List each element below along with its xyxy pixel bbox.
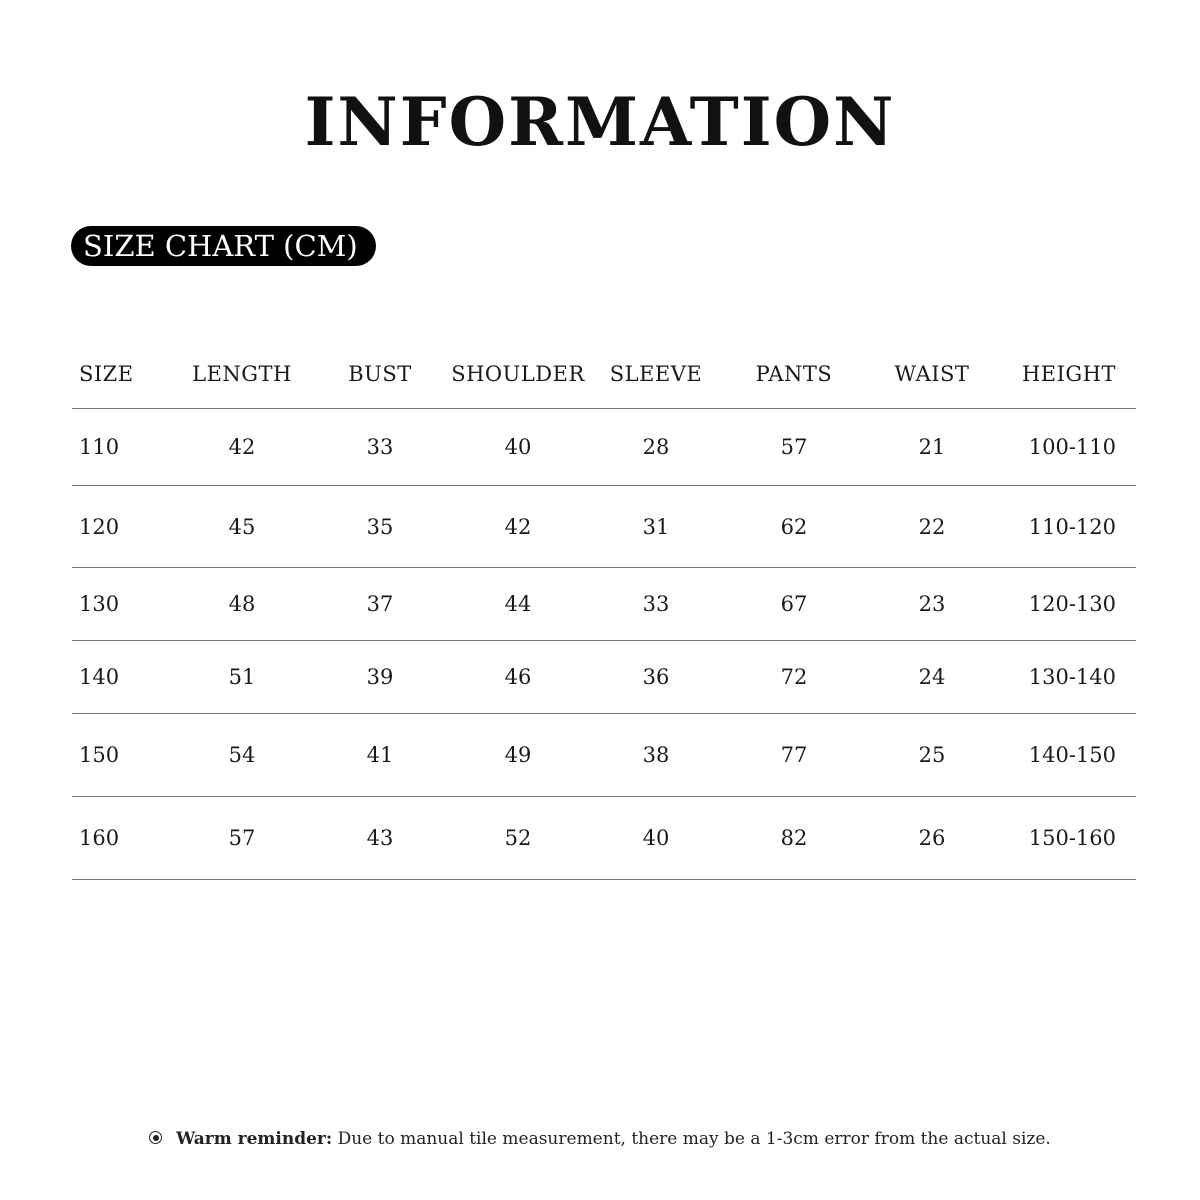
- cell-pants: 72: [722, 641, 866, 714]
- cell-bust: 33: [314, 409, 446, 486]
- cell-bust: 39: [314, 641, 446, 714]
- cell-shoulder: 49: [446, 714, 590, 797]
- cell-size: 110: [72, 409, 170, 486]
- column-header-waist: WAIST: [866, 340, 998, 409]
- cell-pants: 67: [722, 568, 866, 641]
- column-header-bust: BUST: [314, 340, 446, 409]
- table-row: [72, 568, 1136, 641]
- cell-sleeve: 31: [590, 486, 722, 568]
- column-header-height: HEIGHT: [998, 340, 1136, 409]
- size-chart-label: SIZE CHART (CM): [71, 226, 376, 266]
- radio-bullet-icon: [149, 1131, 162, 1144]
- cell-size: 120: [72, 486, 170, 568]
- cell-size: 140: [72, 641, 170, 714]
- cell-shoulder: 44: [446, 568, 590, 641]
- cell-bust: 43: [314, 797, 446, 880]
- cell-pants: 57: [722, 409, 866, 486]
- cell-sleeve: 28: [590, 409, 722, 486]
- cell-length: 51: [170, 641, 314, 714]
- cell-sleeve: 38: [590, 714, 722, 797]
- reminder-label: Warm reminder:: [176, 1129, 333, 1149]
- cell-height: 110-120: [998, 486, 1136, 568]
- cell-length: 54: [170, 714, 314, 797]
- cell-length: 57: [170, 797, 314, 880]
- cell-bust: 35: [314, 486, 446, 568]
- cell-waist: 21: [866, 409, 998, 486]
- cell-size: 150: [72, 714, 170, 797]
- cell-sleeve: 33: [590, 568, 722, 641]
- cell-length: 45: [170, 486, 314, 568]
- cell-size: 130: [72, 568, 170, 641]
- cell-sleeve: 40: [590, 797, 722, 880]
- cell-height: 150-160: [998, 797, 1136, 880]
- table-row: [72, 797, 1136, 880]
- cell-bust: 41: [314, 714, 446, 797]
- cell-pants: 77: [722, 714, 866, 797]
- cell-shoulder: 40: [446, 409, 590, 486]
- reminder-text: Due to manual tile measurement, there may be a 1-3cm error from the actual size.: [332, 1129, 1051, 1149]
- page-title: INFORMATION: [304, 83, 896, 161]
- cell-shoulder: 52: [446, 797, 590, 880]
- size-chart-table: [72, 340, 1136, 880]
- cell-waist: 25: [866, 714, 998, 797]
- column-header-pants: PANTS: [722, 340, 866, 409]
- cell-length: 42: [170, 409, 314, 486]
- cell-waist: 26: [866, 797, 998, 880]
- cell-height: 120-130: [998, 568, 1136, 641]
- cell-shoulder: 42: [446, 486, 590, 568]
- cell-height: 130-140: [998, 641, 1136, 714]
- cell-bust: 37: [314, 568, 446, 641]
- column-header-length: LENGTH: [170, 340, 314, 409]
- table-row: [72, 409, 1136, 486]
- cell-waist: 23: [866, 568, 998, 641]
- cell-size: 160: [72, 797, 170, 880]
- cell-length: 48: [170, 568, 314, 641]
- warm-reminder: [0, 1126, 1200, 1152]
- cell-waist: 22: [866, 486, 998, 568]
- cell-height: 140-150: [998, 714, 1136, 797]
- cell-pants: 62: [722, 486, 866, 568]
- cell-height: 100-110: [998, 409, 1136, 486]
- table-header-row: [72, 340, 1136, 409]
- table-row: [72, 486, 1136, 568]
- column-header-sleeve: SLEEVE: [590, 340, 722, 409]
- table-row: [72, 641, 1136, 714]
- cell-sleeve: 36: [590, 641, 722, 714]
- cell-waist: 24: [866, 641, 998, 714]
- cell-shoulder: 46: [446, 641, 590, 714]
- table-row: [72, 714, 1136, 797]
- column-header-size: SIZE: [72, 340, 170, 409]
- column-header-shoulder: SHOULDER: [446, 340, 590, 409]
- cell-pants: 82: [722, 797, 866, 880]
